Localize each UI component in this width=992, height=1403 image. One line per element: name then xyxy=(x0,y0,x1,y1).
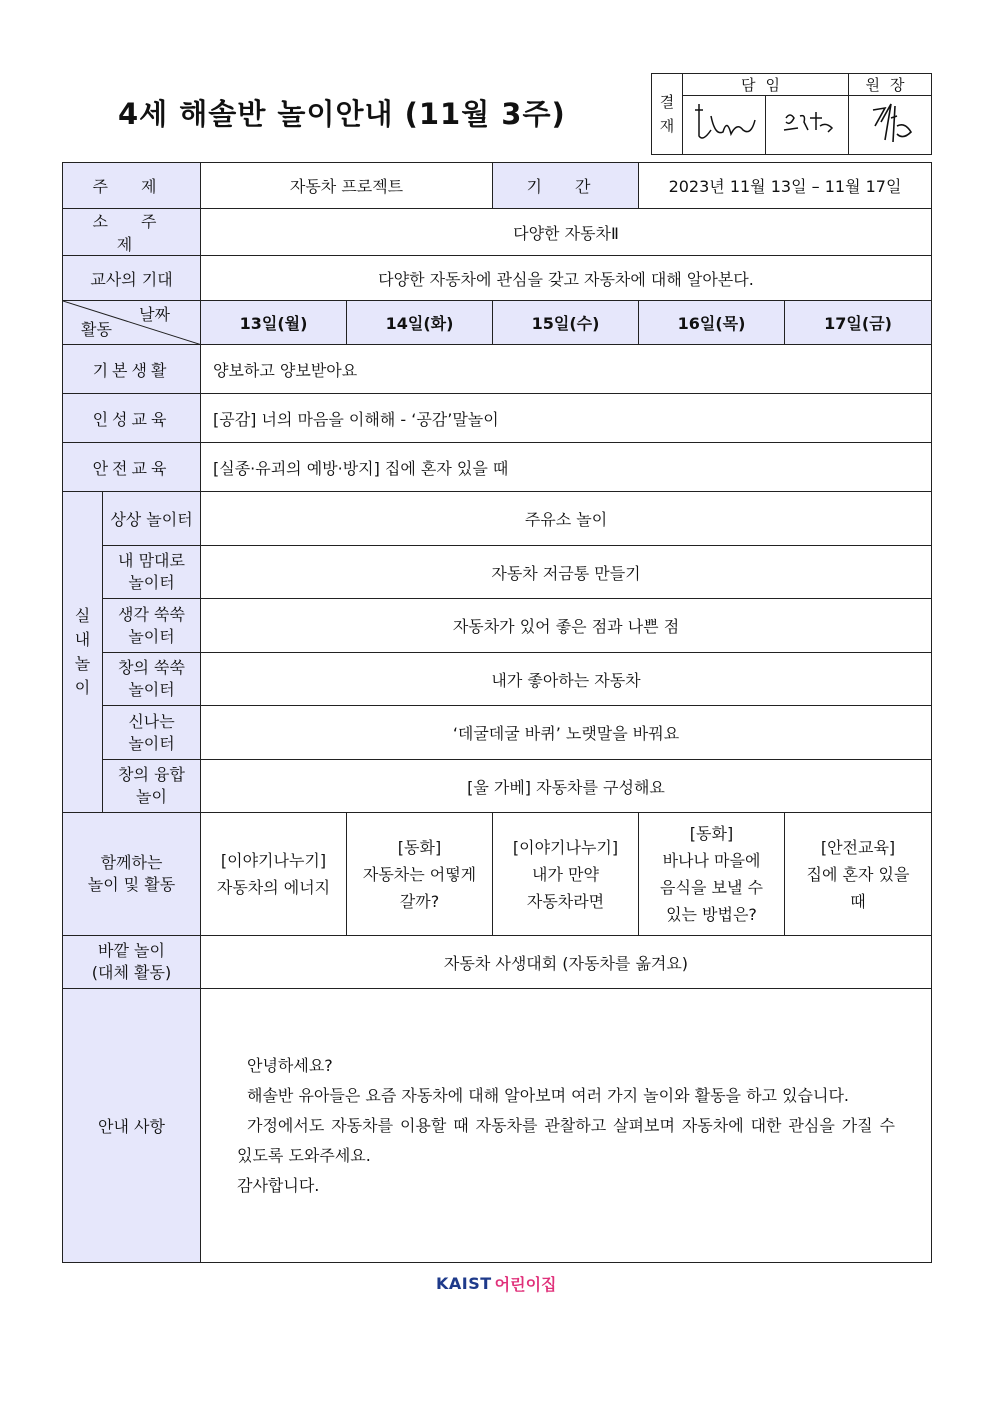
together-label: 함께하는 놀이 및 활동 xyxy=(63,813,201,936)
indoor-row-value: 자동차가 있어 좋은 점과 나쁜 점 xyxy=(201,599,932,653)
indoor-row-label: 생각 쑥쑥 놀이터 xyxy=(103,599,201,653)
logo-daycare: 어린이집 xyxy=(494,1275,557,1294)
page-title: 4세 해솔반 놀이안내 (11월 3주) xyxy=(118,97,566,131)
period-value: 2023년 11월 13일 – 11월 17일 xyxy=(639,163,932,209)
indoor-row-value: 주유소 놀이 xyxy=(201,492,932,546)
day-tue: 14일(화) xyxy=(347,301,493,345)
date-header: 날짜 xyxy=(139,305,170,324)
logo-kaist: KAIST xyxy=(436,1274,492,1293)
expectation-value: 다양한 자동차에 관심을 갖고 자동차에 대해 알아본다. xyxy=(201,256,932,301)
approval-label: 결 재 xyxy=(652,74,683,155)
subtheme-value: 다양한 자동차Ⅱ xyxy=(201,209,932,256)
day-mon: 13일(월) xyxy=(201,301,347,345)
together-cell: [이야기나누기] 자동차의 에너지 xyxy=(201,813,347,936)
character-edu-value: [공감] 너의 마음을 이해해 - ‘공감’말놀이 xyxy=(201,394,932,443)
basic-life-label: 기본생활 xyxy=(63,345,201,394)
indoor-row-value: 자동차 저금통 만들기 xyxy=(201,546,932,599)
indoor-row-value: [울 가베] 자동차를 구성해요 xyxy=(201,760,932,813)
indoor-row-label: 창의 융합 놀이 xyxy=(103,760,201,813)
outdoor-label: 바깥 놀이 (대체 활동) xyxy=(63,936,201,989)
together-cell: [이야기나누기] 내가 만약 자동차라면 xyxy=(493,813,639,936)
day-fri: 17일(금) xyxy=(785,301,932,345)
signature-teacher-2 xyxy=(766,96,849,155)
notice-label: 안내 사항 xyxy=(63,989,201,1263)
theme-value: 자동차 프로젝트 xyxy=(201,163,493,209)
director-header: 원장 xyxy=(849,74,932,96)
day-wed: 15일(수) xyxy=(493,301,639,345)
weekly-plan-table xyxy=(62,162,932,1263)
footer-logo xyxy=(436,1272,557,1295)
expectation-label: 교사의 기대 xyxy=(63,256,201,301)
safety-edu-value: [실종·유괴의 예방·방지] 집에 혼자 있을 때 xyxy=(201,443,932,492)
basic-life-value: 양보하고 양보받아요 xyxy=(201,345,932,394)
together-cell: [동화] 바나나 마을에 음식을 보낼 수 있는 방법은? xyxy=(639,813,785,936)
indoor-row-label: 신나는 놀이터 xyxy=(103,706,201,760)
character-edu-label: 인성교육 xyxy=(63,394,201,443)
indoor-row-label: 창의 쑥쑥 놀이터 xyxy=(103,653,201,706)
indoor-row-value: ‘데굴데굴 바퀴’ 노랫말을 바꿔요 xyxy=(201,706,932,760)
period-label: 기 간 xyxy=(493,163,639,209)
homeroom-header: 담임 xyxy=(683,74,849,96)
together-cell: [동화] 자동차는 어떻게 갈까? xyxy=(347,813,493,936)
indoor-play-label: 실 내 놀 이 xyxy=(63,492,103,813)
theme-label: 주 제 xyxy=(63,163,201,209)
signature-teacher-1 xyxy=(683,96,766,155)
indoor-row-label: 내 맘대로 놀이터 xyxy=(103,546,201,599)
outdoor-value: 자동차 사생대회 (자동차를 옮겨요) xyxy=(201,936,932,989)
indoor-row-label: 상상 놀이터 xyxy=(103,492,201,546)
together-cell: [안전교육] 집에 혼자 있을 때 xyxy=(785,813,932,936)
indoor-row-value: 내가 좋아하는 자동차 xyxy=(201,653,932,706)
signature-director xyxy=(849,96,932,155)
subtheme-label: 소 주 제 xyxy=(63,209,201,256)
activity-header: 활동 xyxy=(81,320,112,339)
approval-box xyxy=(651,73,932,155)
notice-body: 안녕하세요? 해솔반 유아들은 요즘 자동차에 대해 알아보며 여러 가지 놀이와 활동을 하고 있습니다. 가정에서도 자동차를 이용할 때 자동차를 관찰하고 살펴보며 자동차에 대한 관심을 가질 수 있도록 도와주세요. 감사합니다. xyxy=(201,989,932,1263)
safety-edu-label: 안전교육 xyxy=(63,443,201,492)
day-thu: 16일(목) xyxy=(639,301,785,345)
date-activity-corner xyxy=(63,301,201,345)
